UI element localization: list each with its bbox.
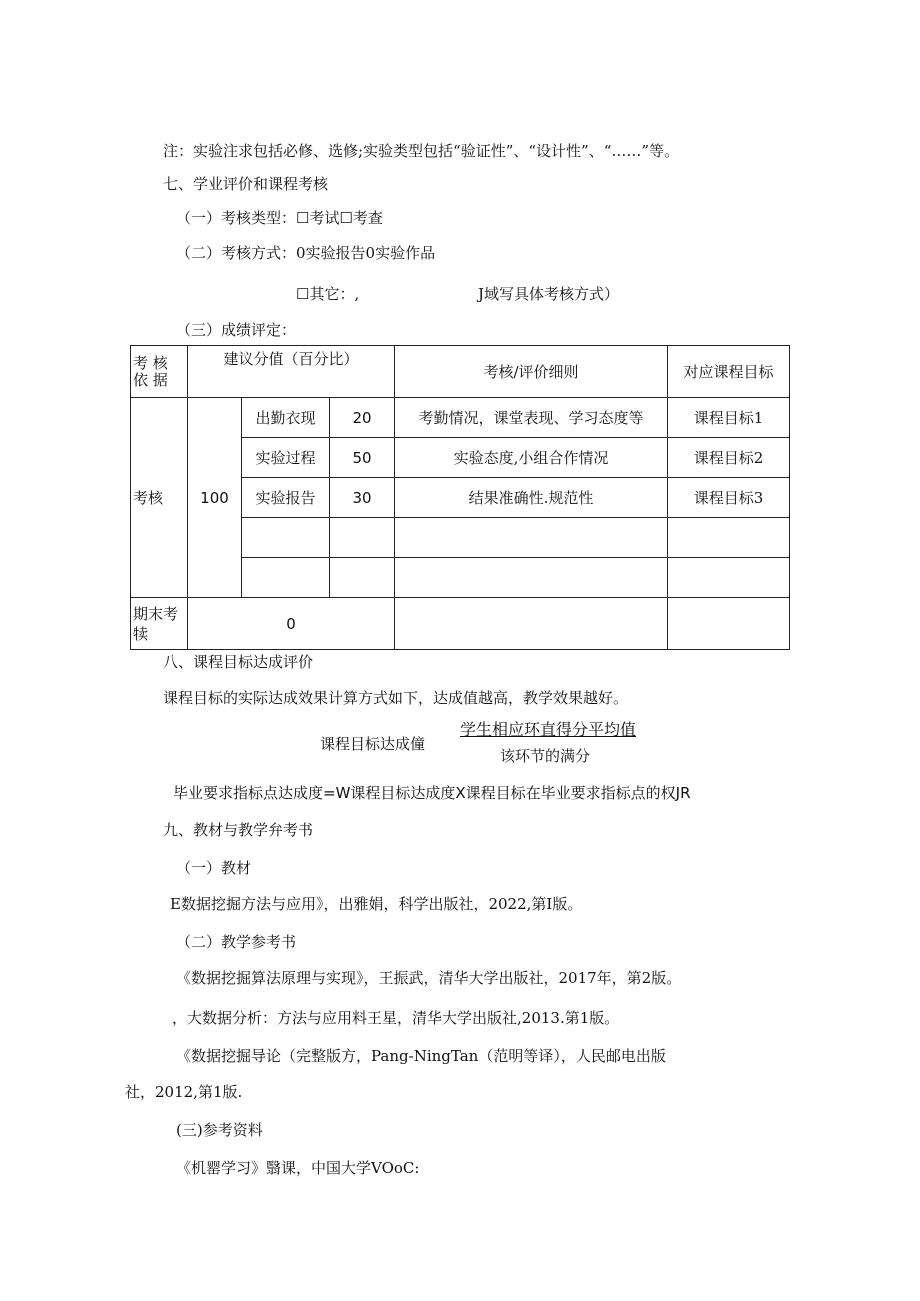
section7-heading: 七、学业评价和课程考核 xyxy=(163,175,329,193)
table-row-detail: 考勤情况，课堂表现、学习态度等 xyxy=(395,398,668,438)
reference-subheading: （二）教学参考书 xyxy=(176,933,297,951)
table-row-detail xyxy=(395,558,668,598)
materials-subheading: (三)参考资料 xyxy=(176,1121,263,1139)
header-detail: 考核/评价细则 xyxy=(395,346,668,398)
final-exam-label: 期末考 犊 xyxy=(131,598,188,650)
table-row-score xyxy=(330,558,395,598)
grade-table xyxy=(130,345,790,650)
reference-entry-3-line2: 社，2012,第1版. xyxy=(125,1083,243,1101)
group-total: 100 xyxy=(188,398,242,598)
formula-graduation: 毕业要求指标点达成度=W课程目标达成度X课程目标在毕业要求指标点的权JR xyxy=(173,784,691,802)
reference-entry-3-line1: 《数据挖掘导论（完整版方，Pang-NingTan（范明等译），人民邮电出版 xyxy=(176,1047,666,1065)
table-row-item: 出勤衣现 xyxy=(242,398,330,438)
final-exam-goal xyxy=(668,598,790,650)
table-row-score: 20 xyxy=(330,398,395,438)
grade-heading: （三）成绩评定： xyxy=(176,321,297,339)
table-row-item: 实验过程 xyxy=(242,438,330,478)
textbook-entry: E数据挖掘方法与应用》，出雅娟，科学出版社，2022,第I版。 xyxy=(170,895,583,913)
header-goal: 对应课程目标 xyxy=(668,346,790,398)
table-row-item xyxy=(242,518,330,558)
header-basis: 考 核 依 据 xyxy=(131,346,188,398)
materials-entry-1: 《机罂学习》翳课，中国大学VOoC: xyxy=(176,1159,420,1177)
table-row-goal: 课程目标2 xyxy=(668,438,790,478)
assessment-type-line: （一）考核类型：☐考试☐考查 xyxy=(176,209,383,227)
group-label: 考核 xyxy=(131,398,188,598)
header-score: 建议分值（百分比） xyxy=(188,346,395,398)
textbook-subheading: （一）教材 xyxy=(176,859,252,877)
section8-desc: 课程目标的实际达成效果计算方式如下，达成值越高，教学效果越好。 xyxy=(163,689,629,707)
formula-denominator: 该环节的满分 xyxy=(500,747,591,765)
assessment-method-line: （二）考核方式：0实验报告0实验作品 xyxy=(176,244,436,262)
note-text: 注：实验注求包括必修、选修;实验类型包括“验证性”、“设计性”、“……”等。 xyxy=(163,142,680,160)
formula-numerator: 学生相应环直得分平均值 xyxy=(460,720,637,739)
table-row-score: 30 xyxy=(330,478,395,518)
table-row-item: 实验报告 xyxy=(242,478,330,518)
table-row-goal xyxy=(668,558,790,598)
reference-entry-1: 《数据挖掘算法原理与实现》，王振武，清华大学出版社，2017年，第2版。 xyxy=(176,969,682,987)
assessment-other-hint: J域写具体考核方式） xyxy=(478,285,620,303)
table-row-detail: 结果准确性.规范性 xyxy=(395,478,668,518)
table-row-detail: 实验态度,小组合作情况 xyxy=(395,438,668,478)
table-row-item xyxy=(242,558,330,598)
final-exam-detail xyxy=(395,598,668,650)
final-exam-score: 0 xyxy=(188,598,395,650)
table-row-score xyxy=(330,518,395,558)
table-row-goal: 课程目标1 xyxy=(668,398,790,438)
reference-entry-2: ，大数据分析：方法与应用料王星，清华大学出版社,2013.第1版。 xyxy=(172,1009,620,1027)
formula-label: 课程目标达成僮 xyxy=(320,735,426,753)
table-row-goal xyxy=(668,518,790,558)
table-row-score: 50 xyxy=(330,438,395,478)
assessment-other-line: ☐其它：, xyxy=(296,285,360,303)
table-row-detail xyxy=(395,518,668,558)
table-row-goal: 课程目标3 xyxy=(668,478,790,518)
section8-heading: 八、课程目标达成评价 xyxy=(163,653,314,671)
section9-heading: 九、教材与教学弁考书 xyxy=(163,821,314,839)
